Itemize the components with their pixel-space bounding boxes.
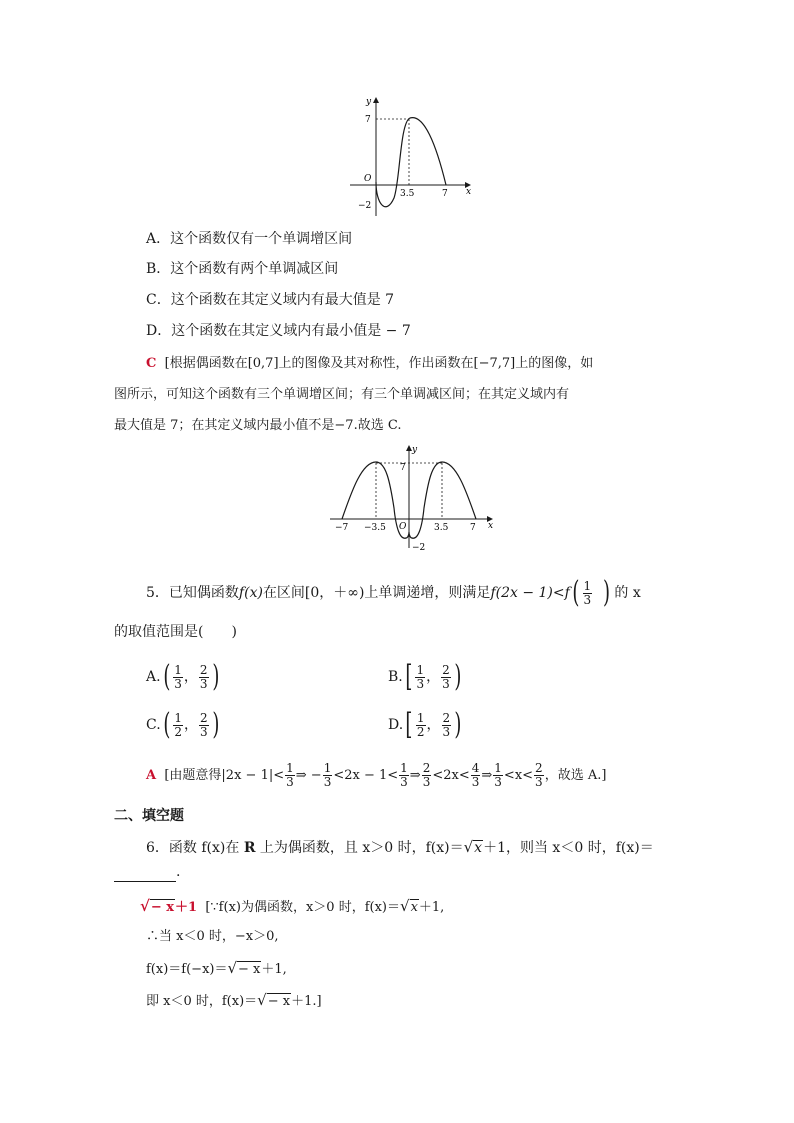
q5-stem-line2: 的取值范围是( )	[114, 624, 237, 640]
y-label: y	[366, 97, 372, 107]
x-tick-3.5: 3.5	[434, 523, 449, 533]
q4-answer-letter: C	[146, 356, 157, 371]
q4-answer-line3: 最大值是 7；在其定义域内最小值不是−7.故选 C.	[114, 418, 402, 433]
origin-label: O	[399, 522, 407, 532]
x-tick-7: 7	[470, 523, 476, 533]
q6-answer-line4: 即 x＜0 时，f(x)＝√− x＋1.]	[146, 991, 322, 1009]
q4-option-d: D．这个函数在其定义域内有最小值是 − 7	[146, 323, 411, 339]
q5-option-b: B.[ $\frac{1}{3}$ ， $\frac{2}{3}$ )	[388, 659, 462, 694]
q6-answer-line2: ∴当 x＜0 时，−x＞0,	[146, 929, 279, 944]
origin-label: O	[364, 174, 372, 184]
graph-2	[326, 442, 498, 554]
q4-answer-line2: 图所示，可知这个函数有三个单调增区间；有三个单调减区间；在其定义域内有	[114, 387, 570, 402]
y-label: y	[412, 445, 418, 455]
x-label: x	[488, 521, 494, 531]
y-tick-neg2: −2	[412, 543, 426, 553]
x-tick-3.5: 3.5	[400, 189, 415, 199]
x-label: x	[466, 187, 472, 197]
q5-stem: 5．已知偶函数f(x)在区间[0，＋∞)上单调递增，则满足f(2x − 1)<f( $\frac{1}{3}$ ) 的 x	[146, 575, 641, 610]
y-tick-neg2: −2	[358, 201, 372, 211]
answer-blank	[114, 865, 176, 882]
y-tick-7: 7	[400, 463, 406, 473]
q5-option-c: C.( $\frac{1}{2}$ ， $\frac{2}{3}$ )	[146, 707, 220, 742]
section-title-fill-in: 二、填空题	[114, 808, 184, 824]
y-tick-7: 7	[365, 115, 371, 125]
x-tick-neg3.5: −3.5	[364, 523, 386, 533]
q6-answer-line1: √− x＋1 [∵f(x)为偶函数，x＞0 时，f(x)＝√x＋1,	[140, 897, 445, 915]
graph-1	[344, 94, 476, 218]
q5-option-d: D.[ $\frac{1}{2}$ ， $\frac{2}{3}$ )	[388, 707, 462, 742]
q5-answer: A [由题意得|2x − 1|< $\frac{1}{3}$ ⇒ − $\frac{1}{3}$ <2x − 1< $\frac{1}{3}$ ⇒ $\frac{2}{3}$ <2x< $\frac{4}{3}$ ⇒ $\frac{1}{3}$ <x< $\frac{2}{3}$ ，故选 A.]	[146, 761, 607, 789]
x-tick-neg7: −7	[335, 523, 349, 533]
q4-option-c: C．这个函数在其定义域内有最大值是 7	[146, 292, 395, 308]
q5-option-a: A.( $\frac{1}{3}$ ， $\frac{2}{3}$ )	[146, 659, 219, 694]
q6-stem: 6．函数 f(x)在 R 上为偶函数，且 x＞0 时，f(x)＝√x＋1，则当 x＜0 时，f(x)＝	[146, 838, 654, 856]
q5-answer-letter: A	[146, 768, 157, 783]
q6-answer-line3: f(x)＝f(−x)＝√− x＋1,	[146, 959, 287, 977]
q4-option-b: B．这个函数有两个单调减区间	[146, 261, 339, 277]
x-tick-7: 7	[442, 189, 448, 199]
q6-blank: .	[114, 862, 180, 882]
q4-answer-line1: C [根据偶函数在[0,7]上的图像及其对称性，作出函数在[−7,7]上的图像，如	[146, 356, 594, 371]
q4-option-a: A．这个函数仅有一个单调增区间	[146, 231, 353, 247]
